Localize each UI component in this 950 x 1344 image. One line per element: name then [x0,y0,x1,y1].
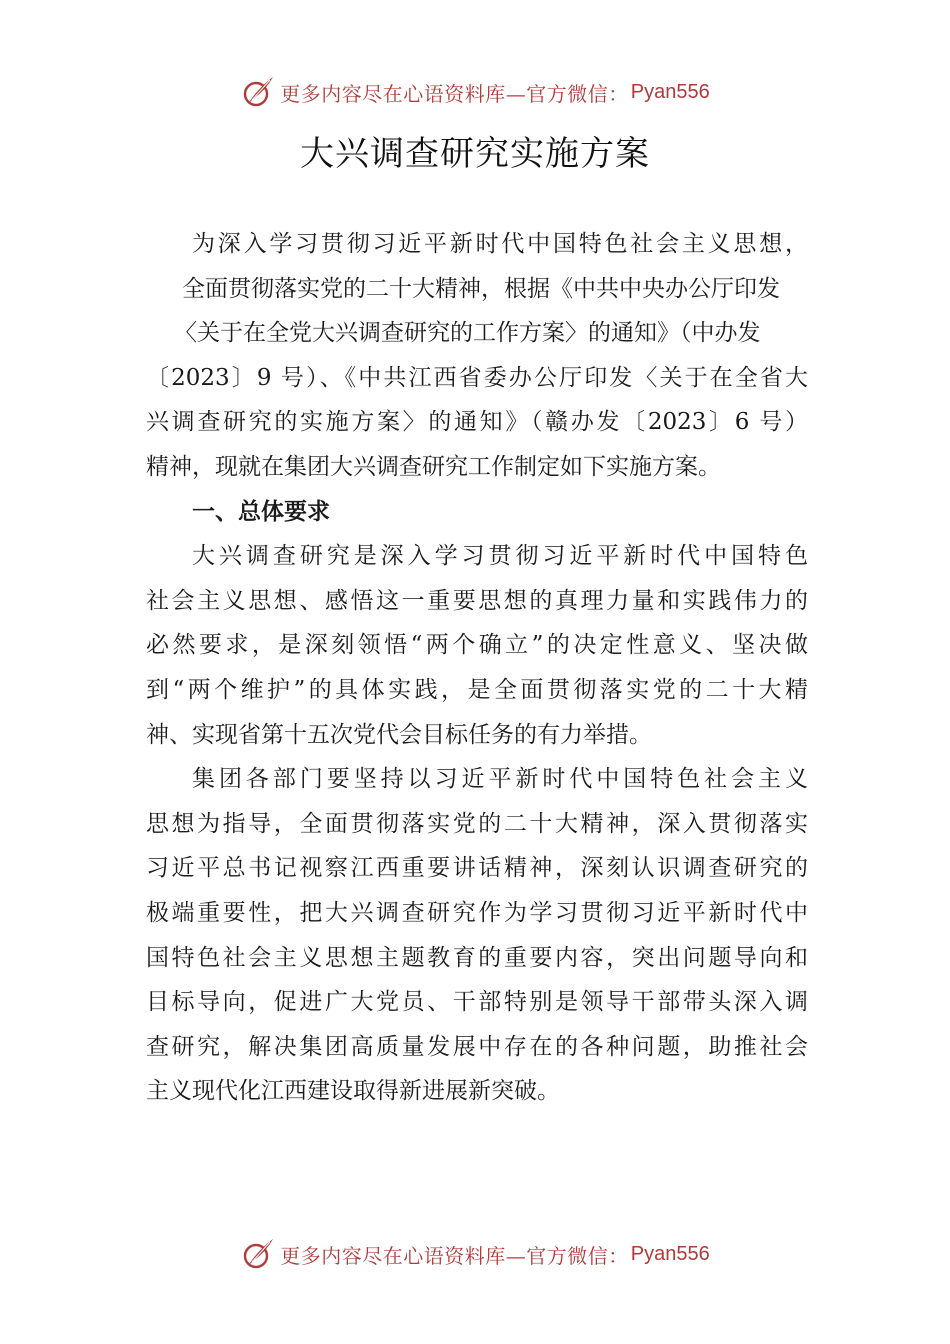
text-line: 到“两个维护”的具体实践，是全面贯彻落实党的二十大精 [146,676,808,703]
text-line: 必然要求，是深刻领悟“两个确立”的决定性意义、坚决做 [146,632,808,659]
footer-banner [0,1234,950,1274]
text-line: 极端重要性，把大兴调查研究作为学习贯彻习近平新时代中 [146,899,808,926]
text-line: 社会主义思想、感悟这一重要思想的真理力量和实践伟力的 [146,587,808,614]
text-line: 神、实现省第十五次党代会目标任务的有力举措。 [146,721,652,748]
text-line: 〈关于在全党大兴调查研究的工作方案〉的通知》（中办发 [174,320,761,347]
text-line: 集团各部门要坚持以习近平新时代中国特色社会主义 [192,766,808,793]
document-body [146,222,808,1114]
text-line: 为深入学习贯彻习近平新时代中国特色社会主义思想， [192,231,808,257]
text-line: 兴调查研究的实施方案〉的通知》（赣办发〔2023〕6 号） [146,409,808,436]
text-line: 〔2023〕9 号）、《中共江西省委办公厅印发〈关于在全省大 [146,364,808,391]
banner-wechat-id: Pyan556 [630,80,710,103]
paragraph-2 [146,757,808,1114]
banner-wechat-id: Pyan556 [630,1242,710,1265]
text-line: 大兴调查研究是深入学习贯彻习近平新时代中国特色 [192,543,808,570]
text-line: 查研究，解决集团高质量发展中存在的各种问题，助推社会 [146,1033,808,1060]
document-title: 大兴调查研究实施方案 [300,134,650,174]
text-line: 目标导向，促进广大党员、干部特别是领导干部带头深入调 [146,989,808,1016]
text-line: 国特色社会主义思想主题教育的重要内容，突出问题导向和 [146,944,808,971]
text-line: 习近平总书记视察江西重要讲话精神，深刻认识调查研究的 [146,855,808,882]
quill-logo-icon [240,1236,276,1272]
text-line: 思想为指导，全面贯彻落实党的二十大精神，深入贯彻落实 [146,810,808,837]
banner-text: 更多内容尽在心语资料库—官方微信： [280,1243,629,1268]
text-line: 主义现代化江西建设取得新进展新突破。 [146,1078,560,1105]
header-banner [0,72,950,112]
section-heading: 一、总体要求 [192,498,330,525]
banner-text: 更多内容尽在心语资料库—官方微信： [280,81,629,106]
text-line: 全面贯彻落实党的二十大精神，根据《中共中央办公厅印发 [182,275,780,302]
text-line: 精神，现就在集团大兴调查研究工作制定如下实施方案。 [146,453,721,480]
quill-logo-icon [240,74,276,110]
intro-paragraph [146,222,808,490]
paragraph-1 [146,534,808,757]
